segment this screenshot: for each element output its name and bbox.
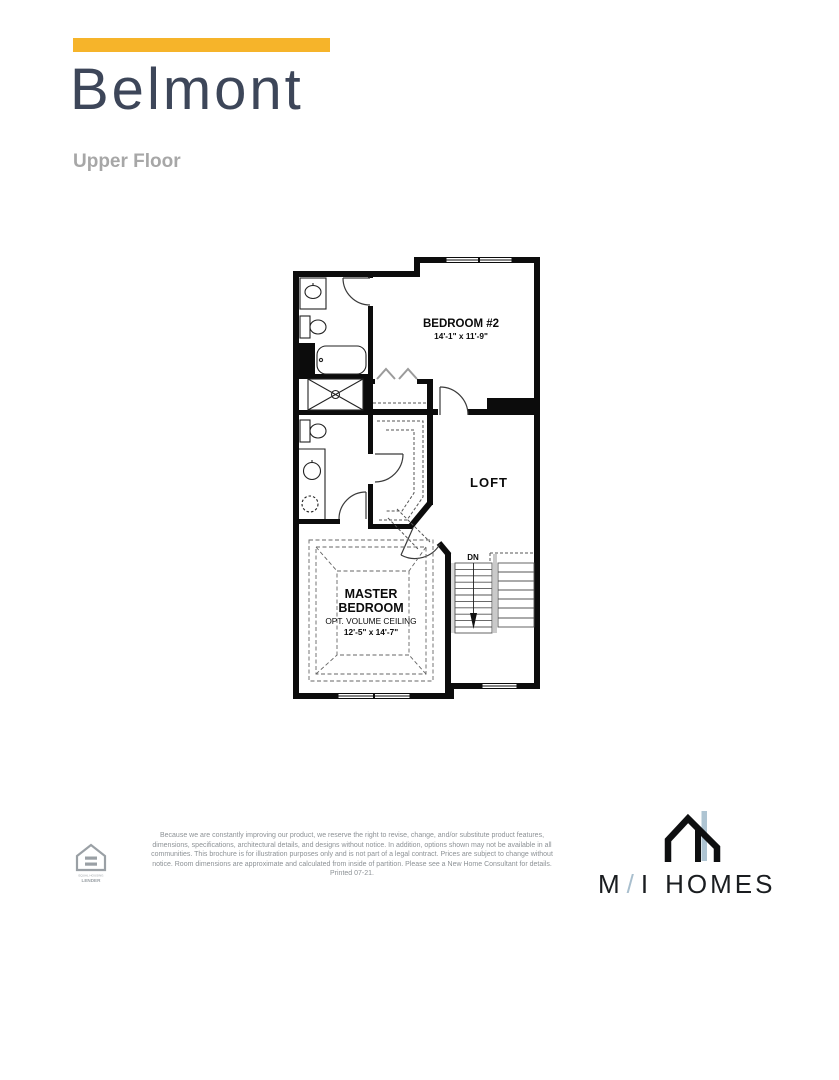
- door-master-bath: [339, 492, 366, 519]
- equal-housing-lender-icon: [72, 837, 110, 885]
- door-master-entry: [401, 528, 440, 559]
- room-labels: [325, 318, 508, 637]
- bifold-door-marks: [377, 369, 417, 379]
- master-label-line1: MASTER: [344, 587, 398, 601]
- master-dims: 12'-5" x 14'-7": [343, 627, 399, 637]
- master-label-line2: BEDROOM: [338, 601, 404, 615]
- window-stairwell: [482, 684, 517, 689]
- shower-icon: [308, 379, 363, 410]
- mi-homes-house-icon: [662, 810, 724, 862]
- vanity-sink-icon: [300, 278, 326, 309]
- master-option-label: OPT. VOLUME CEILING: [325, 616, 417, 626]
- door-bath2: [343, 278, 370, 305]
- wordmark-i: I: [640, 869, 652, 899]
- stairs-dn-label: DN: [467, 553, 479, 562]
- wordmark-homes: HOMES: [665, 869, 776, 899]
- door-bedroom2-entry: [440, 387, 468, 415]
- mi-homes-wordmark: [598, 869, 782, 900]
- svg-text:LENDER: LENDER: [81, 878, 101, 883]
- toilet-icon: [300, 316, 326, 338]
- floor-plan-svg: [293, 257, 541, 699]
- bedroom2-label: BEDROOM #2: [422, 318, 500, 330]
- floor-plan-drawing: [293, 257, 541, 699]
- stairs-down-arrow: [470, 563, 477, 629]
- mi-homes-logo: [598, 810, 782, 900]
- disclaimer-text: Because we are constantly improving our product, we reserve the right to revise, change, and/or substitute product features, dimensions, specifications, architectural details, and designs without notice. In addition, options shown may not be available in all communities. This brochure is for illustration purposes only and is not part of a legal contract. Prices are subject to change without notice. Room dimensions are approximate and calculated from inside of partition. Please see a New Home Consultant for details. Printed 07-21.: [151, 832, 553, 878]
- door-walkin-closet: [375, 454, 403, 482]
- bath-fixtures: [299, 278, 366, 519]
- window-master: [338, 694, 410, 699]
- loft-label: LOFT: [470, 475, 508, 490]
- svg-text:EQUAL HOUSING: EQUAL HOUSING: [78, 873, 104, 878]
- plan-title: Belmont: [70, 57, 304, 122]
- toilet-icon-2: [300, 420, 326, 442]
- floor-subtitle: Upper Floor: [73, 151, 181, 172]
- stairs: [451, 554, 534, 633]
- accent-bar: [73, 38, 330, 52]
- bedroom2-dims: 14'-1" x 11'-9": [434, 331, 488, 341]
- wordmark-m: M: [598, 869, 623, 899]
- window-bedroom2: [446, 258, 512, 263]
- vanity-sink-icon-2: [299, 449, 325, 519]
- bathtub-icon: [317, 346, 366, 374]
- dashed-details: [373, 403, 534, 563]
- wordmark-slash: /: [626, 869, 637, 899]
